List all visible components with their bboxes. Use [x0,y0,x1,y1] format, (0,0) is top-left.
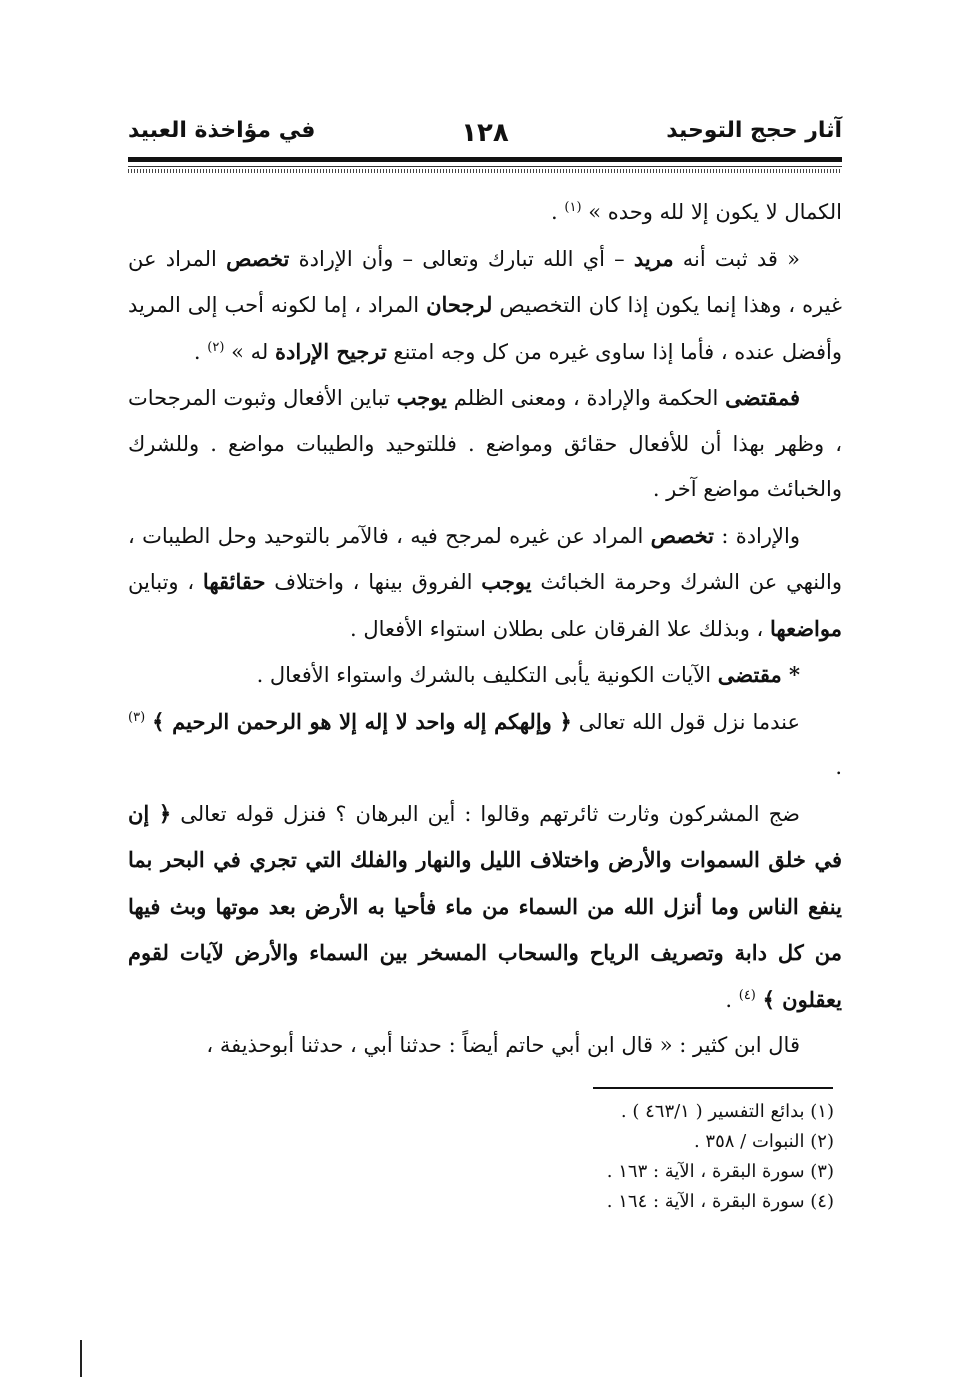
chapter-title: في مؤاخذة العبيد [128,118,316,143]
header-rule-hatched [128,169,842,173]
footnote-ref-2: (٢) [207,339,225,355]
quran-verse: ﴿ وإلهكم إله واحد لا إله إلا هو الرحمن الرحيم ﴾ [152,708,572,734]
paragraph-3: فمقتضى الحكمة والإرادة ، ومعنى الظلم يوجب تباين الأفعال وثبوت المرجحات ، وظهر بهذا أن للأفعال حقائق ومواضع . فللتوحيد والطيبات مواضع . وللشرك والخبائث مواضع آخر . [128,385,842,501]
quran-verse: ﴿ إن في خلق السموات والأرض واختلاف الليل والنهار والفلك التي تجري في البحر بما ينفع الناس وما أنزل الله من السماء من ماء فأحيا به الأرض بعد موتها وبث فيها من كل دابة وتصريف الرياح والسحاب المسخر بين السماء والأرض لآيات لقوم يعقلون ﴾ [128,800,842,1012]
paragraph-1: الكمال لا يكون إلا لله وحده » $^{(١)}$ . [551,200,842,224]
running-header [128,118,842,158]
header-rule-thick [128,157,842,162]
header-rule-thin [128,166,842,167]
book-title: آثار حجج التوحيد [666,118,842,143]
page-number: ١٢٨ [461,118,509,148]
main-text [128,190,842,1069]
footnote-3: (٣) سورة البقرة ، الآية : ١٦٣ . [606,1161,834,1182]
footnote-2: (٢) النبوات / ٣٥٨ . [693,1131,834,1152]
paragraph-5: * مقتضى الآيات الكونية يأبى التكليف بالشرك واستواء الأفعال . [256,662,800,687]
footnotes [128,1097,834,1217]
footnote-ref-1: (١) [564,200,582,215]
paragraph-8: قال ابن كثير : « قال ابن أبي حاتم أيضاً : حدثنا أبي ، حدثنا أبوحذيفة ، [206,1033,800,1057]
footnote-separator [593,1087,833,1089]
footnote-1: (١) بدائع التفسير ( ٤٦٣/١ ) . [620,1101,834,1122]
paragraph-2: « قد ثبت أنه مريد – أي الله تبارك وتعالى – وأن الإرادة تخصص المراد عن غيره ، وهذا إنما يكون إذا كان التخصيص لرجحان المراد ، إما لكونه أحب إلى المريد وأفضل عنده ، فأما إذا ساوى غيره من كل وجه امتنع ترجيح الإرادة له » $^{(٢)}$ . [128,245,842,364]
footnote-ref-4: (٤) [738,987,756,1003]
paragraph-7: ضج المشركون وثارت ثائرتهم وقالوا : أين البرهان ؟ فنزل قوله تعالى ﴿ إن في خلق السموات والأرض واختلاف الليل والنهار والفلك التي تجري في البحر بما ينفع الناس وما أنزل الله من السماء من ماء فأحيا به الأرض بعد موتها وبث فيها من كل دابة وتصريف الرياح والسحاب المسخر بين السماء والأرض لآيات لقوم يعقلون ﴾ $^{(٤)}$ . [128,800,842,1012]
scan-margin-line [80,1340,82,1377]
footnote-ref-3: (٣) [128,709,146,725]
paragraph-4: والإرادة : تخصص المراد عن غيره لمرجح فيه ، فالآمر بالتوحيد وحل الطيبات ، والنهي عن الشرك وحرمة الخبائث يوجب الفروق بينها ، واختلاف حقائقها ، وتباين مواضعها ، وبذلك علا الفرقان على بطلان استواء الأفعال . [128,522,842,641]
footnote-4: (٤) سورة البقرة ، الآية : ١٦٤ . [606,1191,834,1212]
paragraph-6: عندما نزل قول الله تعالى ﴿ وإلهكم إله واحد لا إله إلا هو الرحمن الرحيم ﴾ $^{(٣)}$ . [128,708,842,779]
